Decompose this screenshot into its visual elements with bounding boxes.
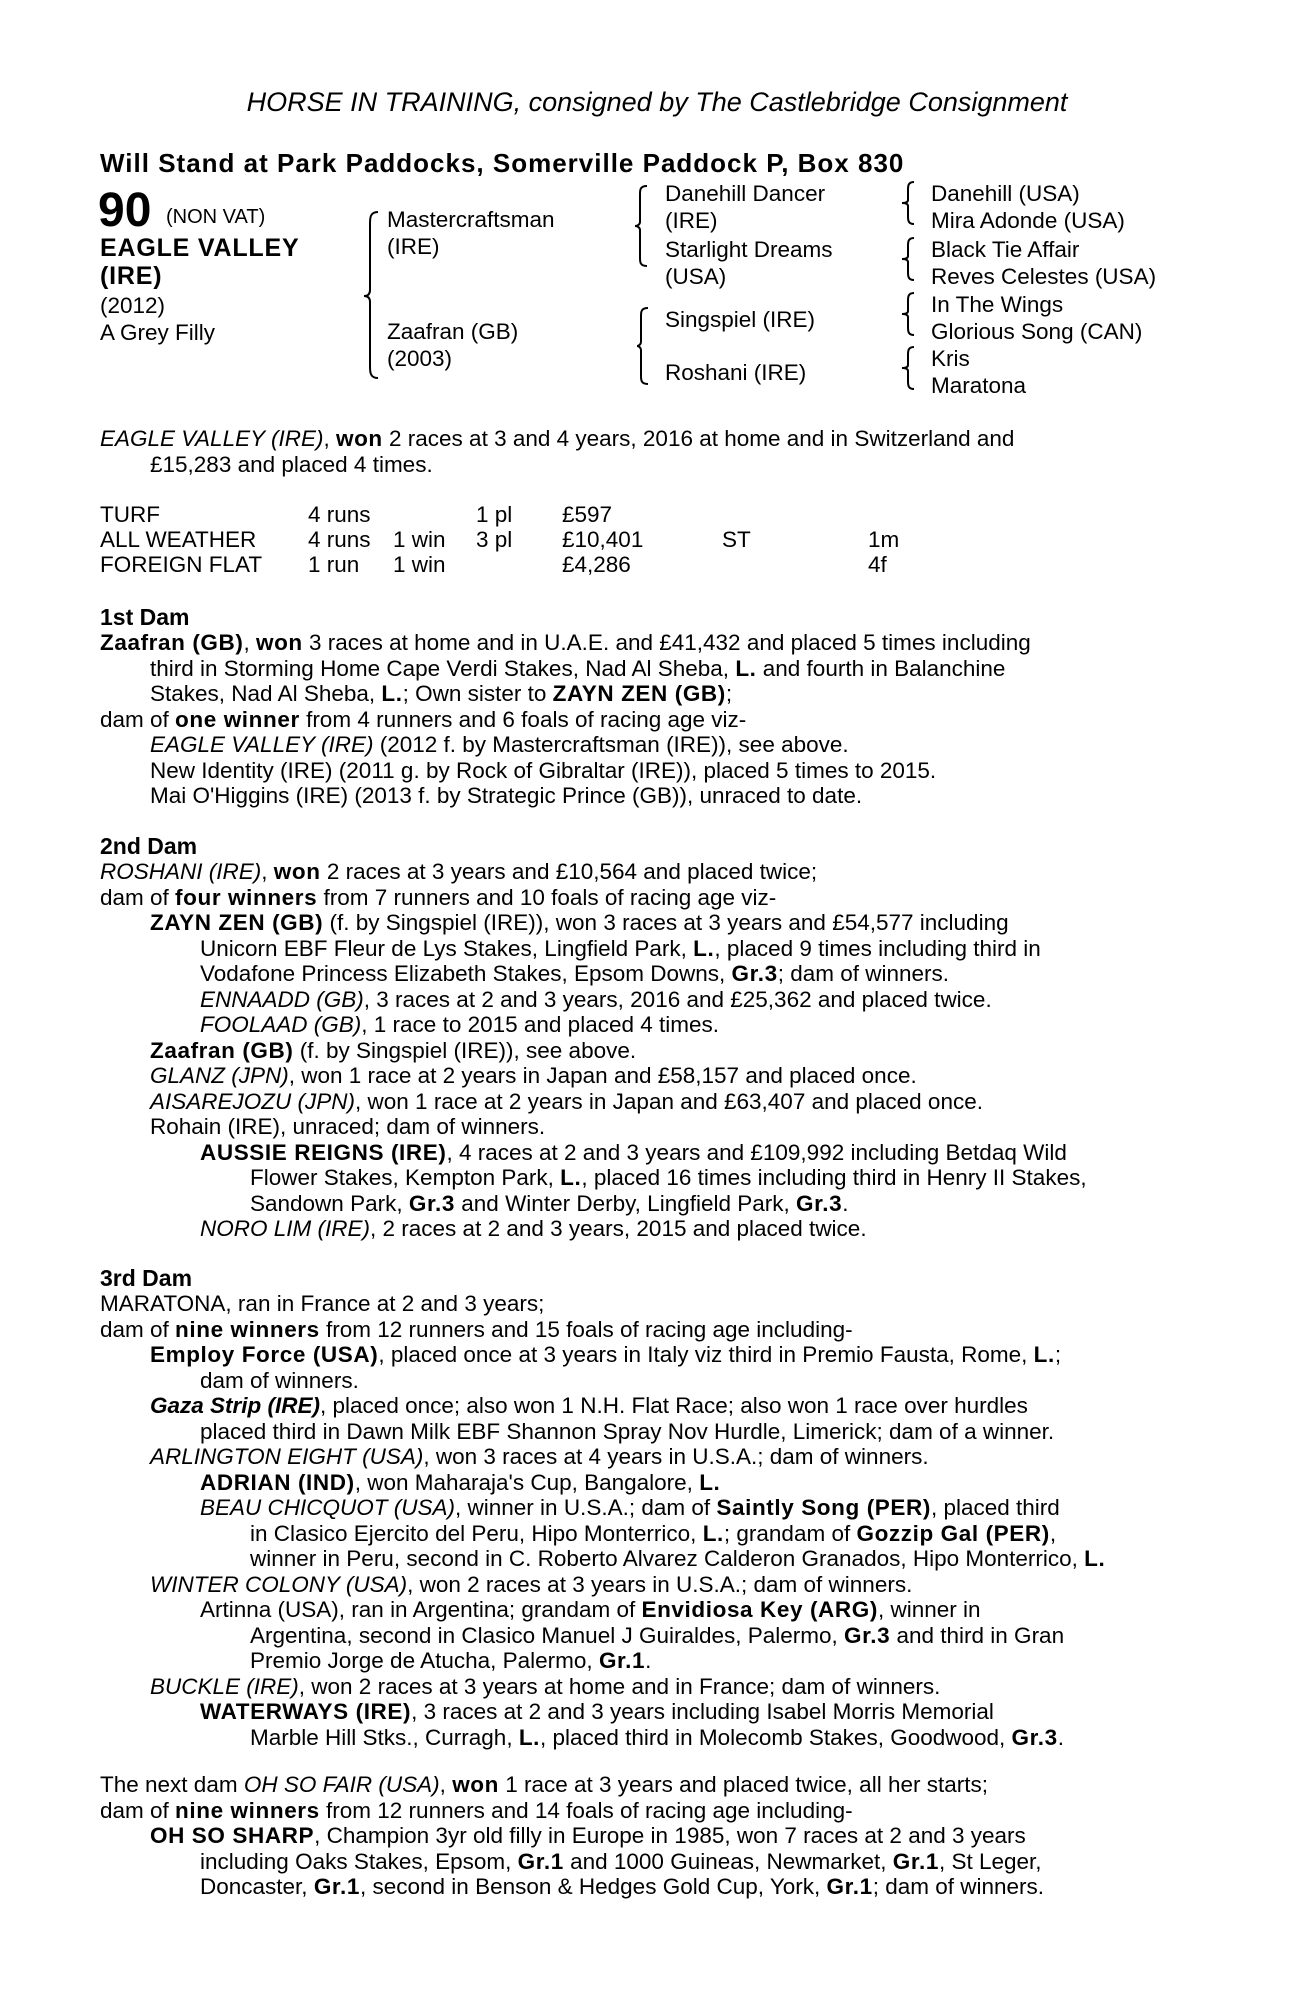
stat-earnings: £10,401 <box>562 527 644 552</box>
progeny-name: OH SO SHARP <box>150 1823 315 1848</box>
text: , placed once at 3 years in Italy viz third in Premio Fausta, Rome, <box>378 1342 1034 1367</box>
winners-count: one winner <box>175 706 300 732</box>
text: ; <box>1054 1342 1062 1367</box>
race-grade: L. <box>560 1165 582 1190</box>
text: . <box>645 1648 652 1673</box>
text: , won 1 race at 2 years in Japan and £58,157 and placed once. <box>288 1063 917 1088</box>
text: , placed third <box>930 1495 1060 1520</box>
foaling-year: (2012) <box>100 293 166 318</box>
sire-dam-name: Starlight Dreams <box>665 237 833 262</box>
g4-ancestor: In The Wings <box>931 292 1064 317</box>
race-grade: L. <box>735 655 757 681</box>
race-grade: L. <box>1033 1342 1055 1367</box>
text: , <box>1049 1520 1057 1546</box>
sire-sire-name: Danehill Dancer <box>665 181 826 206</box>
text: , Champion 3yr old filly in Europe in 1985, won 7 races at 2 and 3 years <box>314 1823 1026 1848</box>
race-grade: L. <box>381 681 403 706</box>
stat-wins: 1 win <box>393 527 446 552</box>
progeny-name: ADRIAN (IND) <box>200 1469 355 1495</box>
text: , placed once; also won 1 N.H. Flat Race; also won 1 race over hurdles <box>320 1393 1028 1418</box>
stat-distance-label: ST <box>722 527 751 552</box>
stat-earnings: £4,286 <box>562 552 631 577</box>
text: winner in Peru, second in C. Roberto Alvarez Calderon Granados, Hipo Monterrico, <box>250 1546 1085 1571</box>
progeny-name: ARLINGTON EIGHT (USA) <box>150 1444 424 1469</box>
race-grade: Gr.1 <box>892 1848 939 1874</box>
text: 1 race at 3 years and placed twice, all her starts; <box>498 1772 988 1797</box>
text: Flower Stakes, Kempton Park, <box>250 1165 561 1190</box>
progeny-name: Zaafran (GB) <box>150 1037 294 1063</box>
text: ; Own sister to <box>402 681 553 706</box>
progeny-line: Mai O'Higgins (IRE) (2013 f. by Strategic Prince (GB)), unraced to date. <box>150 783 863 808</box>
location-line: Will Stand at Park Paddocks, Somerville Paddock P, Box 830 <box>100 148 905 178</box>
dam-dam-name: Roshani (IRE) <box>665 360 807 385</box>
text: from 12 runners and 15 foals of racing age including- <box>319 1316 853 1342</box>
stat-earnings: £597 <box>562 502 613 527</box>
text: , 3 races at 2 and 3 years including Isabel Morris Memorial <box>411 1699 994 1724</box>
text: Stakes, Nad Al Sheba, <box>150 681 382 706</box>
stat-distance: 1m <box>868 527 900 552</box>
vat-status: (NON VAT) <box>166 206 266 228</box>
progeny-name: FOOLAAD (GB) <box>200 1012 362 1037</box>
text: , <box>439 1772 453 1797</box>
text: dam of <box>100 706 176 732</box>
winners-count: four winners <box>175 884 318 910</box>
text: , winner in U.S.A.; dam of <box>455 1495 717 1520</box>
stat-category: FOREIGN FLAT <box>100 552 263 577</box>
stat-placed: 3 pl <box>476 527 513 552</box>
g4-bracket-2 <box>900 236 918 282</box>
text: and Winter Derby, Lingfield Park, <box>455 1190 797 1216</box>
text: , won 2 races at 3 years at home and in France; dam of winners. <box>298 1673 941 1699</box>
summary-text: 2 races at 3 and 4 years, 2016 at home and in Switzerland and <box>382 426 1015 451</box>
text: ; <box>725 681 733 706</box>
text: ; grandam of <box>723 1520 857 1546</box>
race-grade: Gr.1 <box>313 1874 360 1899</box>
first-dam-heading: 1st Dam <box>100 604 190 630</box>
text: from 4 runners and 6 foals of racing age viz- <box>299 706 747 732</box>
second-dam-heading: 2nd Dam <box>100 833 198 859</box>
progeny-name: NORO LIM (IRE) <box>200 1216 371 1241</box>
stat-placed: 1 pl <box>476 502 513 527</box>
text: , won 3 races at 4 years in U.S.A.; dam of winners. <box>423 1444 929 1469</box>
race-grade: L. <box>1084 1546 1106 1571</box>
g4-ancestor: Maratona <box>931 373 1027 398</box>
sire-sire-country: (IRE) <box>665 208 718 233</box>
horse-name-country: (IRE) <box>100 262 163 290</box>
text: The next dam <box>100 1772 244 1797</box>
text: , second in Benson & Hedges Gold Cup, York, <box>360 1874 827 1899</box>
text: , St Leger, <box>938 1848 1042 1874</box>
text: Argentina, second in Clasico Manuel J Guiraldes, Palermo, <box>250 1622 845 1648</box>
text: dam of <box>100 1797 176 1823</box>
race-grade: Gr.1 <box>826 1874 873 1899</box>
race-grade: L. <box>702 1520 724 1546</box>
g4-ancestor: Danehill (USA) <box>931 181 1080 206</box>
stat-category: TURF <box>100 502 160 527</box>
race-grade: Gr.3 <box>1011 1724 1058 1750</box>
progeny-name: AUSSIE REIGNS (IRE) <box>200 1139 447 1165</box>
text: third in Storming Home Cape Verdi Stakes, Nad Al Sheba, <box>150 655 736 681</box>
third-dam-section <box>100 1291 1205 1750</box>
won-label: won <box>255 630 303 655</box>
dam-year: (2003) <box>387 346 453 371</box>
race-grade: L. <box>518 1724 541 1750</box>
text: from 12 runners and 14 foals of racing age including- <box>319 1797 853 1823</box>
summary-text-cont: £15,283 and placed 4 times. <box>150 451 433 477</box>
race-grade: Gr.3 <box>796 1190 843 1216</box>
dam-sire-name: Singspiel (IRE) <box>665 307 816 332</box>
g4-ancestor: Black Tie Affair <box>931 237 1080 262</box>
sire-bracket <box>633 184 651 268</box>
first-dam-section <box>100 630 1205 809</box>
dam-name: Zaafran (GB) <box>100 630 244 655</box>
progeny-line: placed third in Dawn Milk EBF Shannon Spray Nov Hurdle, Limerick; dam of a winner. <box>200 1418 1055 1444</box>
g4-ancestor: Kris <box>931 346 970 371</box>
lot-number: 90 <box>98 184 152 237</box>
text: (f. by Singspiel (IRE)), won 3 races at 3 years and £54,577 including <box>323 910 1009 935</box>
text: 2 races at 3 years and £10,564 and placed twice; <box>320 859 818 884</box>
text: , placed third in Molecomb Stakes, Goodwood, <box>540 1724 1012 1750</box>
sire-dam-country: (USA) <box>665 264 727 289</box>
progeny-line: dam of winners. <box>200 1367 359 1393</box>
progeny-name: WINTER COLONY (USA) <box>150 1571 408 1597</box>
text: , <box>261 859 274 884</box>
text: from 7 runners and 10 foals of racing age viz- <box>317 884 777 910</box>
text: , won Maharaja's Cup, Bangalore, <box>354 1469 700 1495</box>
progeny-name: BEAU CHICQUOT (USA) <box>200 1495 456 1520</box>
text: dam of <box>100 884 176 910</box>
progeny-name: Saintly Song (PER) <box>716 1495 931 1520</box>
text: , winner in <box>877 1597 981 1622</box>
text: Sandown Park, <box>250 1190 409 1216</box>
race-grade: Gr.1 <box>598 1648 646 1673</box>
text: , 2 races at 2 and 3 years, 2015 and placed twice. <box>370 1216 867 1241</box>
text: and fourth in Balanchine <box>756 655 1006 681</box>
page-title: HORSE IN TRAINING, consigned by The Castlebridge Consignment <box>246 87 1068 117</box>
progeny-name: Gozzip Gal (PER) <box>856 1520 1050 1546</box>
horse-name: EAGLE VALLEY <box>100 234 300 262</box>
dam-name: OH SO FAIR (USA) <box>243 1772 440 1797</box>
text: , 1 race to 2015 and placed 4 times. <box>361 1012 720 1037</box>
progeny-name: GLANZ (JPN) <box>150 1063 289 1088</box>
race-summary: EAGLE VALLEY (IRE), won 2 races at 3 and 4 years, 2016 at home and in Switzerland and £15,283 and placed 4 times. <box>100 426 1205 477</box>
text: , won 1 race at 2 years in Japan and £63,407 and placed once. <box>355 1088 983 1114</box>
text: , 4 races at 2 and 3 years and £109,992 including Betdaq Wild <box>446 1139 1067 1165</box>
winners-count: nine winners <box>175 1797 320 1823</box>
text: Artinna (USA), ran in Argentina; grandam of <box>200 1597 642 1622</box>
race-grade: Gr.1 <box>517 1848 564 1874</box>
next-dam-section <box>100 1772 1205 1900</box>
progeny-name: ZAYN ZEN (GB) <box>150 910 324 935</box>
text: dam of <box>100 1316 176 1342</box>
text: , placed 9 times including third in <box>714 935 1041 961</box>
dam-line: MARATONA, ran in France at 2 and 3 years; <box>100 1291 545 1316</box>
stat-runs: 4 runs <box>308 502 371 527</box>
text: (f. by Singspiel (IRE)), see above. <box>293 1037 637 1063</box>
race-grade: L. <box>693 935 715 961</box>
text: Vodafone Princess Elizabeth Stakes, Epsom Downs, <box>200 961 732 986</box>
progeny-name: AISAREJOZU (JPN) <box>150 1088 356 1114</box>
progeny-name: Gaza Strip (IRE) <box>150 1393 321 1418</box>
race-grade: Gr.3 <box>731 961 778 986</box>
text: . <box>1057 1724 1064 1750</box>
sire-country: (IRE) <box>387 234 440 259</box>
stat-category: ALL WEATHER <box>100 527 257 552</box>
text: and 1000 Guineas, Newmarket, <box>563 1848 893 1874</box>
stat-wins: 1 win <box>393 552 446 577</box>
progeny-name: ENNAADD (GB) <box>200 986 364 1012</box>
text: Doncaster, <box>200 1874 314 1899</box>
text: ; dam of winners. <box>777 961 950 986</box>
horse-description: A Grey Filly <box>100 320 216 345</box>
text: ; dam of winners. <box>872 1874 1045 1899</box>
third-dam-heading: 3rd Dam <box>100 1265 193 1291</box>
sibling-name: ZAYN ZEN (GB) <box>552 681 726 706</box>
text: , won 2 races at 3 years in U.S.A.; dam of winners. <box>407 1571 913 1597</box>
text: Premio Jorge de Atucha, Palermo, <box>250 1648 599 1673</box>
sire-name: Mastercraftsman <box>387 207 555 232</box>
race-grade: Gr.3 <box>408 1190 456 1216</box>
text: . <box>842 1190 849 1216</box>
g4-ancestor: Mira Adonde (USA) <box>931 208 1125 233</box>
summary-horse-name: EAGLE VALLEY (IRE) <box>100 426 324 451</box>
won-label: won <box>273 859 321 884</box>
g4-bracket-1 <box>900 180 918 226</box>
text: , <box>243 630 256 655</box>
text: Unicorn EBF Fleur de Lys Stakes, Lingfield Park, <box>200 935 694 961</box>
race-grade: L. <box>699 1469 721 1495</box>
text: and third in Gran <box>890 1622 1065 1648</box>
sire-dam-bracket <box>362 210 382 380</box>
text: , 3 races at 2 and 3 years, 2016 and £25,362 and placed twice. <box>363 986 992 1012</box>
stat-distance: 4f <box>868 552 887 577</box>
text: Marble Hill Stks., Curragh, <box>250 1724 519 1750</box>
g4-bracket-3 <box>900 291 918 337</box>
stat-runs: 1 run <box>308 552 360 577</box>
progeny-name: BUCKLE (IRE) <box>150 1673 299 1699</box>
stat-runs: 4 runs <box>308 527 371 552</box>
dam-bracket <box>635 306 651 386</box>
text: in Clasico Ejercito del Peru, Hipo Monterrico, <box>250 1520 703 1546</box>
second-dam-section <box>100 859 1205 1242</box>
progeny-name: Employ Force (USA) <box>150 1342 379 1367</box>
text: 3 races at home and in U.A.E. and £41,432 and placed 5 times including <box>302 630 1031 655</box>
text: , placed 16 times including third in Henry II Stakes, <box>581 1165 1087 1190</box>
progeny-name: Envidiosa Key (ARG) <box>641 1597 878 1622</box>
won-label: won <box>452 1772 499 1797</box>
g4-ancestor: Reves Celestes (USA) <box>931 264 1157 289</box>
race-grade: Gr.3 <box>844 1622 891 1648</box>
g4-bracket-4 <box>900 345 918 391</box>
progeny-line: New Identity (IRE) (2011 g. by Rock of Gibraltar (IRE)), placed 5 times to 2015. <box>150 757 937 783</box>
progeny-name: EAGLE VALLEY (IRE) <box>150 732 374 757</box>
dam-name: Zaafran (GB) <box>387 319 519 344</box>
text: (2012 f. by Mastercraftsman (IRE)), see above. <box>373 732 849 757</box>
progeny-line: Rohain (IRE), unraced; dam of winners. <box>150 1114 546 1139</box>
winners-count: nine winners <box>175 1316 320 1342</box>
progeny-name: WATERWAYS (IRE) <box>200 1699 412 1724</box>
dam-name: ROSHANI (IRE) <box>100 859 262 884</box>
won-label: won <box>335 426 383 451</box>
text: including Oaks Stakes, Epsom, <box>200 1848 518 1874</box>
g4-ancestor: Glorious Song (CAN) <box>931 319 1143 344</box>
